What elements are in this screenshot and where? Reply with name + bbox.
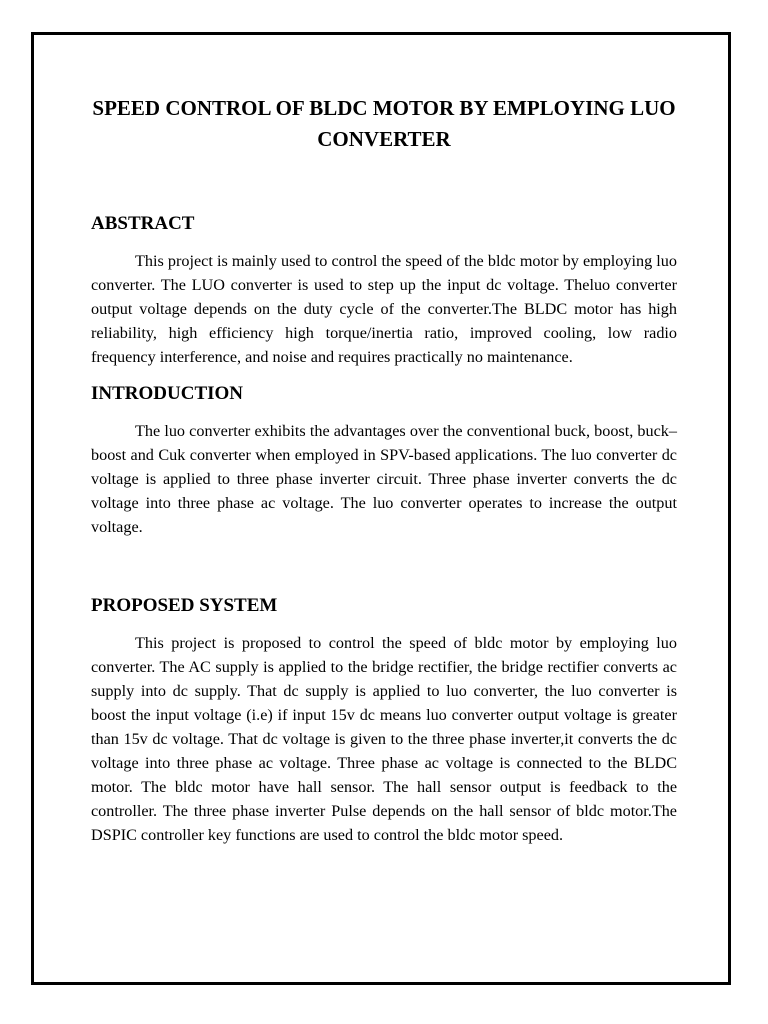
proposed-system-heading: PROPOSED SYSTEM <box>91 595 278 616</box>
document-content <box>91 93 677 847</box>
introduction-heading: INTRODUCTION <box>91 383 244 404</box>
introduction-paragraph: The luo converter exhibits the advantages over the conventional buck, boost, buck–boost and Cuk converter when employed in SPV-based applications. The luo converter dc voltage is applied to three phase inverter circuit. Three phase inverter converts the dc voltage into three phase ac voltage. The luo converter operates to increase the output voltage. <box>91 422 677 536</box>
abstract-paragraph: This project is mainly used to control the speed of the bldc motor by employing luo converter. The LUO converter is used to step up the input dc voltage. Theluo converter output voltage depends on the duty cycle of the converter.The BLDC motor has high reliability, high efficiency high torque/inertia ratio, improved cooling, low radio frequency interference, and noise and requires practically no maintenance. <box>91 252 677 366</box>
proposed-system-paragraph: This project is proposed to control the speed of bldc motor by employing luo converter. The AC supply is applied to the bridge rectifier, the bridge rectifier converts ac supply into dc supply. That dc supply is applied to luo converter, the luo converter is boost the input voltage (i.e) if input 15v dc means luo converter output voltage is greater than 15v dc voltage. That dc voltage is given to the three phase inverter,it converts the dc voltage into three phase ac voltage. Three phase ac voltage is connected to the BLDC motor. The bldc motor have hall sensor. The hall sensor output is feedback to the controller. The three phase inverter Pulse depends on the hall sensor of bldc motor.The DSPIC controller key functions are used to control the bldc motor speed. <box>91 634 677 844</box>
document-title: SPEED CONTROL OF BLDC MOTOR BY EMPLOYING LUO CONVERTER <box>92 96 676 151</box>
abstract-heading: ABSTRACT <box>91 213 195 234</box>
